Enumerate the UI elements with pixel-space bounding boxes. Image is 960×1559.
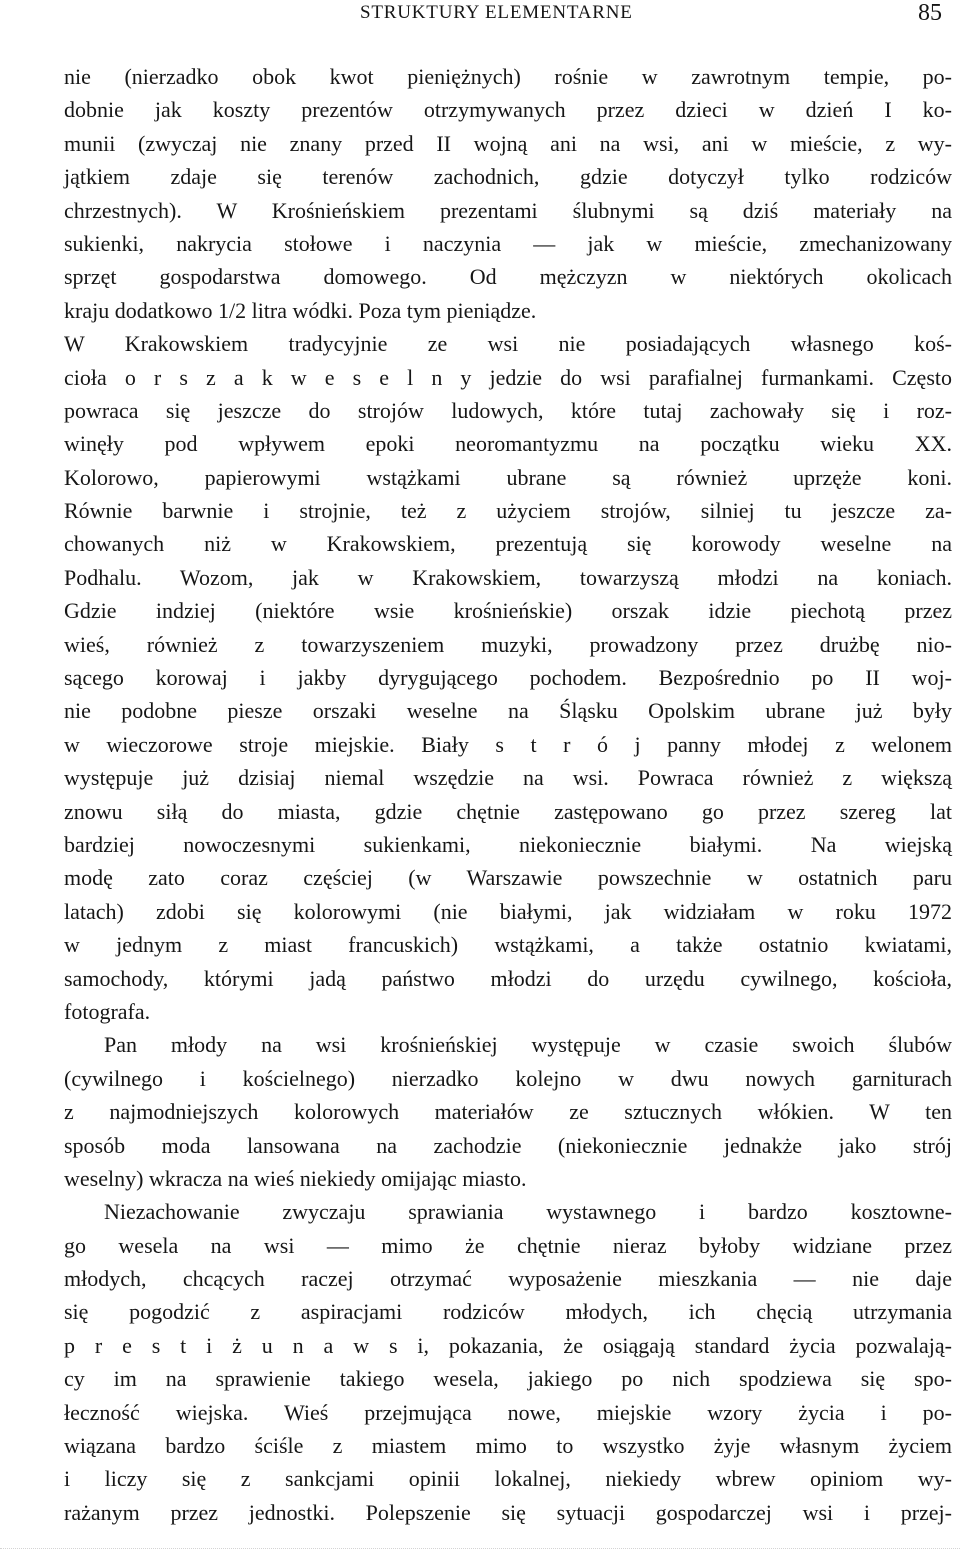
text-line: Równie barwnie i strojnie, też z użyciem strojów, silniej tu jeszcze za- (64, 498, 952, 524)
page-number: 85 (918, 0, 942, 26)
page-bottom-edge (0, 1548, 960, 1555)
text-line: z najmodniejszych kolorowych materiałów ze sztucznych włókien. W ten (64, 1099, 952, 1125)
text-line: znowu siłą do miasta, gdzie chętnie zastępowano go przez szereg lat (64, 798, 952, 824)
text-line: wiązana bardzo ściśle z miastem mimo to wszystko żyje własnym życiem (64, 1433, 952, 1459)
text-line: młodych, chcących raczej otrzymać wyposażenie mieszkania — nie daje (64, 1266, 952, 1292)
text-line: cy im na sprawienie takiego wesela, jakiego po nich spodziewa się spo- (64, 1366, 952, 1392)
text-line: (cywilnego i kościelnego) nierzadko kolejno w dwu nowych garniturach (64, 1065, 952, 1091)
text-line: munii (zwyczaj nie znany przed II wojną ani na wsi, ani w mieście, z wy- (64, 130, 952, 156)
text-line: fotografa. (64, 998, 151, 1024)
text-line: go wesela na wsi — mimo że chętnie nieraz byłoby widziane przez (64, 1232, 952, 1258)
paragraph (64, 1195, 952, 1529)
paragraph (64, 60, 952, 327)
text-line: Kolorowo, papierowymi wstążkami ubrane są również uprzęże koni. (64, 464, 952, 490)
text-line: Gdzie indziej (niektóre wsie krośnieńskie) orszak idzie piechotą przez (64, 598, 952, 624)
text-line: w jednym z miast francuskich) wstążkami, a także ostatnio kwiatami, (64, 932, 952, 958)
text-line: p r e s t i ż u n a w s i, pokazania, że osiągają standard życia pozwalają- (64, 1332, 952, 1358)
text-line: cioła o r s z a k w e s e l n y jedzie do wsi parafialnej furmankami. Często (64, 364, 952, 390)
text-line: modę zato coraz częściej (w Warszawie powszechnie w ostatnich paru (64, 865, 952, 891)
text-line: nie (nierzadko obok kwot pieniężnych) rośnie w zawrotnym tempie, po- (64, 64, 952, 89)
paragraph (64, 327, 952, 1028)
text-line: sącego korowaj i jakby dyrygującego pochodem. Bezpośrednio po II woj- (64, 665, 952, 691)
text-line: Podhalu. Wozom, jak w Krakowskiem, towarzyszą młodzi na koniach. (64, 564, 952, 590)
text-line: sukienki, nakrycia stołowe i naczynia — jak w mieście, zmechanizowany (64, 230, 952, 256)
text-line: samochody, którymi jadą państwo młodzi do urzędu cywilnego, kościoła, (64, 965, 952, 991)
text-line: wieś, również z towarzyszeniem muzyki, prowadzony przez drużbę nio- (64, 631, 952, 657)
text-line: i liczy się z sankcjami opinii lokalnej, niekiedy wbrew opiniom wy- (64, 1466, 952, 1492)
text-line: kraju dodatkowo 1/2 litra wódki. Poza tym pieniądze. (64, 297, 537, 323)
running-head-title: STRUKTURY ELEMENTARNE (360, 2, 633, 23)
text-line: łeczność wiejska. Wieś przejmująca nowe, miejskie wzory życia i po- (64, 1399, 952, 1425)
text-line: weselny) wkracza na wieś niekiedy omijając miasto. (64, 1165, 527, 1191)
text-line: Pan młody na wsi krośnieńskiej występuje w czasie swoich ślubów (104, 1032, 952, 1058)
text-line: rażanym przez jednostki. Polepszenie się sytuacji gospodarczej wsi i przej- (64, 1499, 952, 1525)
body-text (64, 60, 952, 1529)
text-line: winęły pod wpływem epoki neoromantyzmu na początku wieku XX. (64, 431, 952, 457)
text-line: w wieczorowe stroje miejskie. Biały s t r ó j panny młodej z welonem (64, 731, 952, 757)
text-line: sposób moda lansowana na zachodzie (niekoniecznie jednakże jako strój (64, 1132, 952, 1158)
text-line: powraca się jeszcze do strojów ludowych, które tutaj zachowały się i roz- (64, 397, 952, 423)
text-line: dobnie jak koszty prezentów otrzymywanych przez dzieci w dzień I ko- (64, 97, 952, 123)
text-line: nie podobne piesze orszaki weselne na Śląsku Opolskim ubrane już były (64, 698, 952, 724)
text-line: bardziej nowoczesnymi sukienkami, niekoniecznie białymi. Na wiejską (64, 831, 952, 857)
text-line: się pogodzić z aspiracjami rodziców młodych, ich chęcią utrzymania (64, 1299, 952, 1325)
text-line: chrzestnych). W Krośnieńskiem prezentami ślubnymi są dziś materiały na (64, 197, 952, 223)
text-line: latach) zdobi się kolorowymi (nie białymi, jak widziałam w roku 1972 (64, 898, 952, 924)
paragraph (64, 1028, 952, 1195)
text-line: Niezachowanie zwyczaju sprawiania wystawnego i bardzo kosztowne- (104, 1199, 952, 1225)
text-line: jątkiem zdaje się terenów zachodnich, gdzie dotyczył tylko rodziców (64, 164, 952, 190)
text-line: występuje już dzisiaj niemal wszędzie na wsi. Powraca również z większą (64, 765, 952, 791)
text-line: chowanych niż w Krakowskiem, prezentują się korowody weselne na (64, 531, 952, 557)
text-line: W Krakowskiem tradycyjnie ze wsi nie posiadających własnego koś- (64, 331, 952, 357)
text-line: sprzęt gospodarstwa domowego. Od mężczyzn w niektórych okolicach (64, 264, 952, 290)
